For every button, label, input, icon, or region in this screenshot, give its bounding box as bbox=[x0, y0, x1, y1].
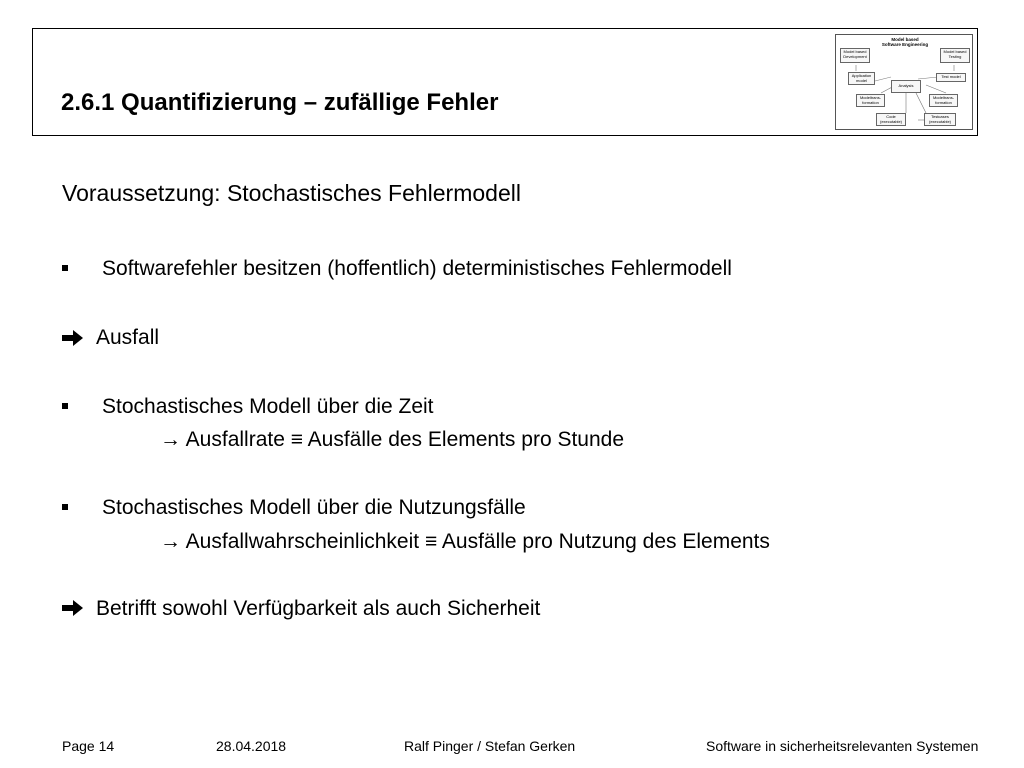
footer-authors: Ralf Pinger / Stefan Gerken bbox=[404, 738, 576, 754]
diagram-node-modeltransformation-right: Modeltrans- formation bbox=[929, 94, 958, 107]
bullet-modell-nutzung: Stochastisches Modell über die Nutzungsfälle bbox=[102, 496, 526, 519]
bold-arrow-icon bbox=[62, 599, 84, 617]
footer-course: Software in sicherheitsrelevanten Systemen bbox=[706, 738, 979, 754]
footer-date: 28.04.2018 bbox=[216, 738, 287, 754]
diagram-node-test-model: Test model bbox=[936, 73, 966, 82]
content-heading: Voraussetzung: Stochastisches Fehlermodell bbox=[62, 180, 521, 206]
bullet-modell-zeit: Stochastisches Modell über die Zeit bbox=[102, 395, 434, 418]
diagram-node-testcases: Testcases (executable) bbox=[924, 113, 956, 126]
arrow-betrifft: Betrifft sowohl Verfügbarkeit als auch Sicherheit bbox=[96, 597, 541, 620]
sub-ausfallwahrscheinlichkeit: → Ausfallwahrscheinlichkeit ≡ Ausfälle pro Nutzung des Elements bbox=[160, 530, 770, 553]
diagram-title: Model based Software Engineering bbox=[881, 37, 929, 47]
arrow-ausfall: Ausfall bbox=[96, 326, 160, 349]
diagram-node-analysis: Analysis bbox=[891, 80, 921, 93]
diagram-node-modeltransformation-left: Modeltrans- formation bbox=[856, 94, 885, 107]
diagram-node-testing: Model based Testing bbox=[940, 48, 970, 63]
square-bullet-icon bbox=[62, 403, 68, 409]
slide-header bbox=[32, 28, 978, 136]
bold-arrow-icon bbox=[62, 329, 84, 347]
diagram-node-code: Code (executable) bbox=[876, 113, 906, 126]
mbse-diagram-thumbnail bbox=[835, 34, 973, 130]
bullet-softwarefehler: Softwarefehler besitzen (hoffentlich) deterministisches Fehlermodell bbox=[102, 257, 732, 280]
square-bullet-icon bbox=[62, 504, 68, 510]
sub-ausfallrate: → Ausfallrate ≡ Ausfälle des Elements pro Stunde bbox=[160, 428, 625, 451]
footer-page-number: Page 14 bbox=[62, 738, 115, 754]
square-bullet-icon bbox=[62, 265, 68, 271]
diagram-node-application-model: Application model bbox=[848, 72, 875, 85]
slide-title: 2.6.1 Quantifizierung – zufällige Fehler bbox=[61, 89, 499, 116]
diagram-node-development: Model based Development bbox=[840, 48, 870, 63]
